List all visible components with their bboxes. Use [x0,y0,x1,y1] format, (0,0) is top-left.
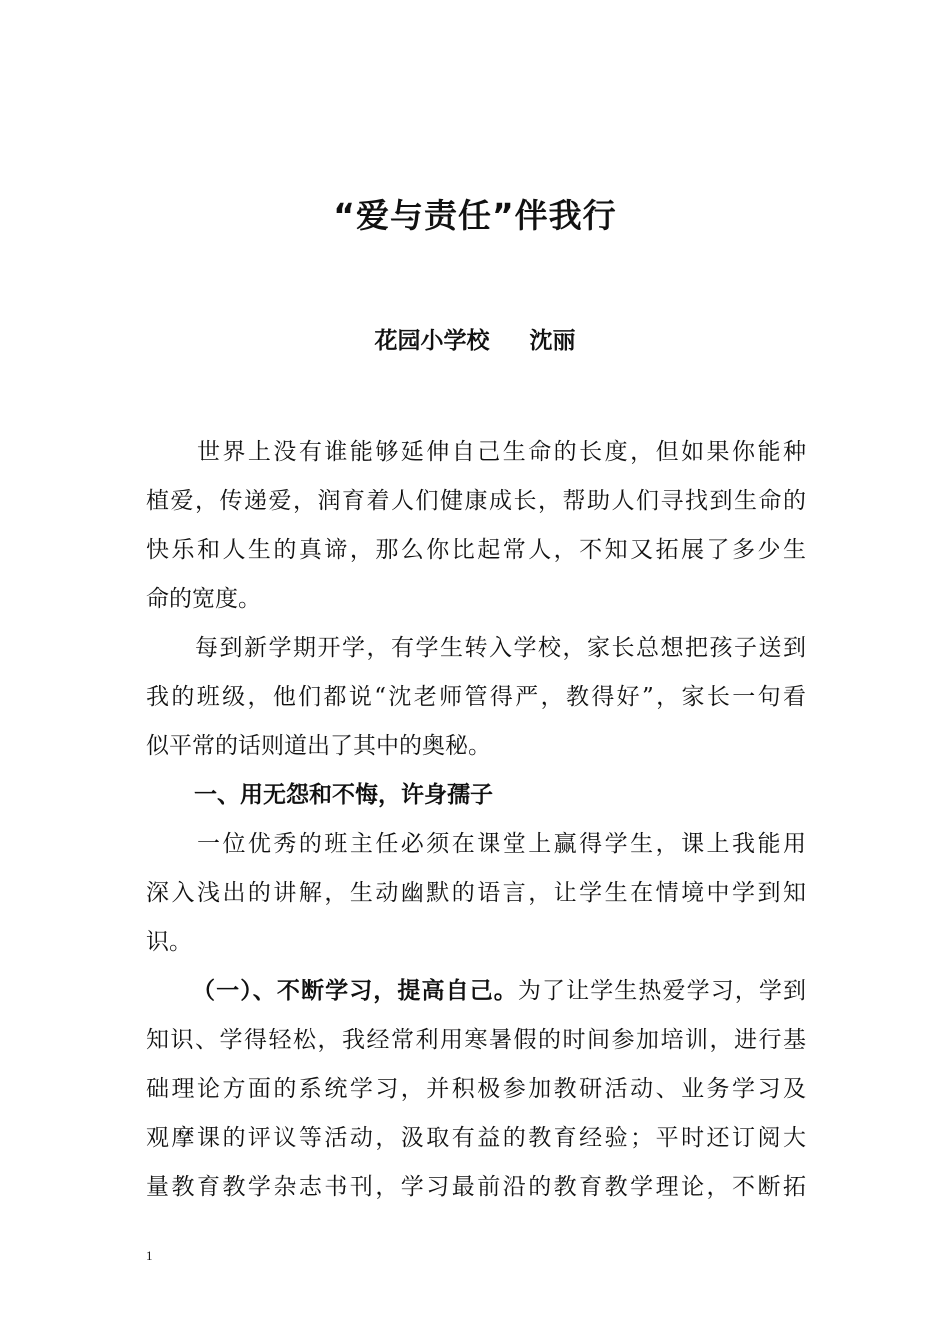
text-line: 一位优秀的班主任必须在课堂上赢得学生，课上我能用 [146,831,806,857]
document-body [146,428,806,1212]
text-line: 知识、学得轻松，我经常利用寒暑假的时间参加培训，进行基 [146,1027,806,1053]
subsection-lead: （一）、不断学习，提高自己。 [192,978,518,1004]
text-line: 识。 [146,929,192,955]
text-line: 植爱，传递爱，润育着人们健康成长，帮助人们寻找到生命的 [146,488,806,514]
paragraph-2 [146,624,806,771]
text-line: 础理论方面的系统学习，并积极参加教研活动、业务学习及 [146,1076,806,1102]
text-line: 我的班级，他们都说“沈老师管得严，教得好”，家长一句看 [146,684,806,710]
text-line: 每到新学期开学，有学生转入学校，家长总想把孩子送到 [146,635,806,661]
author-byline: 花园小学校 沈丽 [374,328,576,354]
section-heading: 一、用无怨和不悔，许身孺子 [194,782,493,808]
paragraph-1 [146,428,806,624]
text-line: 量教育教学杂志书刊，学习最前沿的教育教学理论，不断拓 [146,1174,806,1200]
text-line: 命的宽度。 [146,586,261,612]
text-line [146,967,806,1016]
text-line: 世界上没有谁能够延伸自己生命的长度，但如果你能种 [146,439,806,465]
text-line: 观摩课的评议等活动，汲取有益的教育经验；平时还订阅大 [146,1125,806,1151]
page-number: 1 [146,1248,153,1263]
text-line: 深入浅出的讲解，生动幽默的语言，让学生在情境中学到知 [146,880,806,906]
text-line: 似平常的话则道出了其中的奥秘。 [146,733,491,759]
subsection-lead-rest: 为了让学生热爱学习，学到 [517,978,807,1004]
document-title: “爱与责任”伴我行 [333,196,617,235]
paragraph-4 [146,967,806,1212]
paragraph-3 [146,820,806,967]
text-line: 快乐和人生的真谛，那么你比起常人，不知又拓展了多少生 [146,537,806,563]
